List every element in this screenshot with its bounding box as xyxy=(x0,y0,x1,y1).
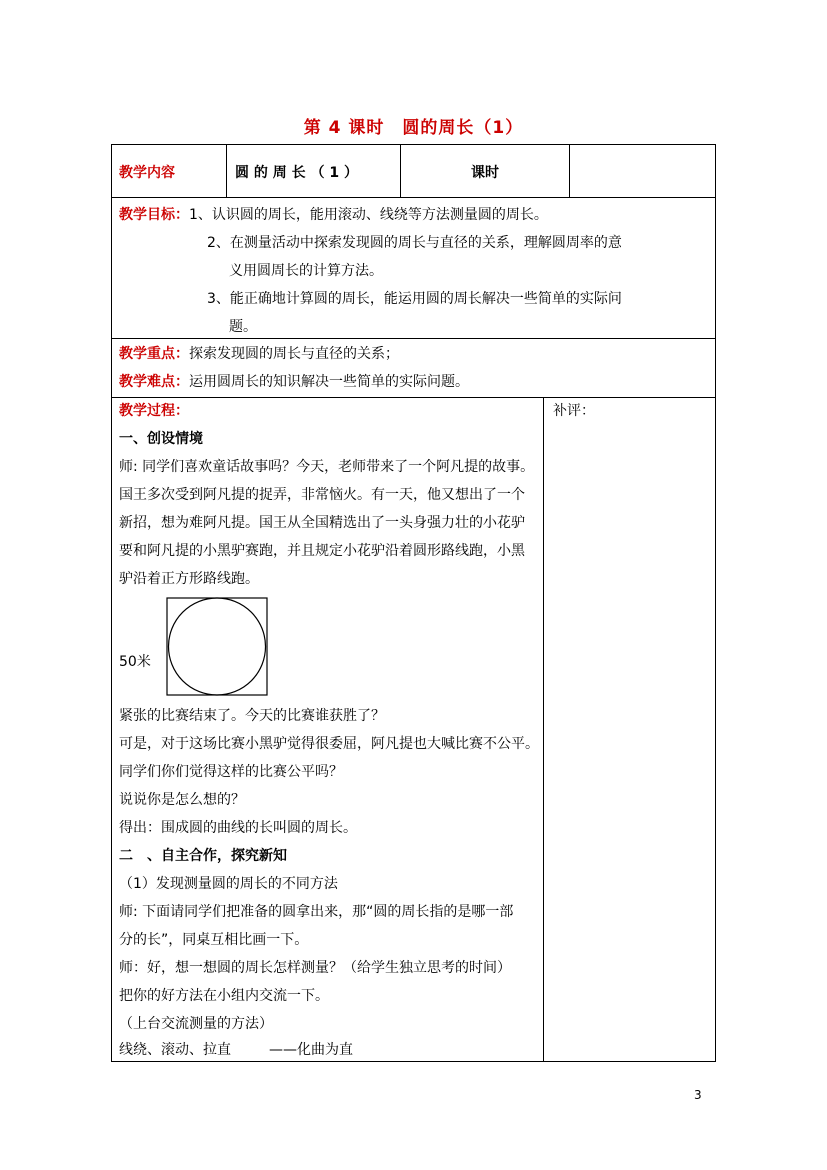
difficult-point-text: 运用圆周长的知识解决一些简单的实际问题。 xyxy=(189,374,469,390)
paragraph-line: 同学们你们觉得这样的比赛公平吗？ xyxy=(119,764,343,780)
content-value: 圆 的 周 长 （ 1 ） xyxy=(235,165,358,181)
difficult-point-label: 教学难点： xyxy=(119,374,189,390)
paragraph-line: （上台交流测量的方法） xyxy=(119,1016,273,1032)
col-divider xyxy=(226,145,227,197)
circle-in-square-figure xyxy=(166,597,269,697)
figure-label: 50米 xyxy=(119,654,151,670)
paragraph-line: 要和阿凡提的小黑驴赛跑，并且规定小花驴沿着圆形路线跑，小黑 xyxy=(119,543,525,559)
process-label: 教学过程： xyxy=(119,403,189,419)
paragraph-line: 说说你是怎么想的？ xyxy=(119,792,245,808)
row-divider xyxy=(112,397,715,398)
paragraph-line: 可是，对于这场比赛小黑驴觉得很委屈，阿凡提也大喊比赛不公平。 xyxy=(119,736,539,752)
section-2-heading: 二 、自主合作，探究新知 xyxy=(119,848,287,864)
content-label: 教学内容 xyxy=(119,165,175,181)
paragraph-line: 驴沿着正方形路线跑。 xyxy=(119,571,259,587)
title-main: 第 4 课时 xyxy=(303,118,385,138)
paragraph-line: （1）发现测量圆的周长的不同方法 xyxy=(119,876,338,892)
circle-track xyxy=(169,598,266,695)
objective-1 xyxy=(119,205,548,225)
objective-2b: 义用圆周长的计算方法。 xyxy=(229,263,383,279)
objective-2a: 2、在测量活动中探索发现圆的周长与直径的关系，理解圆周率的意 xyxy=(207,235,622,251)
paragraph-line: 线绕、滚动、拉直 xyxy=(119,1042,231,1058)
key-point-label: 教学重点： xyxy=(119,346,189,362)
objective-3a: 3、能正确地计算圆的周长，能运用圆的周长解决一些简单的实际问 xyxy=(207,291,622,307)
paragraph-line-conclusion: ——化曲为直 xyxy=(269,1042,353,1058)
paragraph-line: 把你的好方法在小组内交流一下。 xyxy=(119,988,329,1004)
paragraph-line: 师：好，想一想圆的周长怎样测量？（给学生独立思考的时间） xyxy=(119,960,511,976)
page-number: 3 xyxy=(694,1088,702,1102)
paragraph-line: 分的长”，同桌互相比画一下。 xyxy=(119,932,309,948)
lesson-plan-table xyxy=(111,144,716,1062)
paragraph-line: 师: 下面请同学们把准备的圆拿出来，那“圆的周长指的是哪一部 xyxy=(119,904,514,920)
objective-3b: 题。 xyxy=(229,319,257,335)
row-divider xyxy=(112,197,715,198)
paragraph-line: 紧张的比赛结束了。今天的比赛谁获胜了？ xyxy=(119,708,385,724)
lesson-title xyxy=(0,113,827,138)
difficult-point xyxy=(119,372,469,392)
key-point-text: 探索发现圆的周长与直径的关系； xyxy=(189,346,399,362)
period-label: 课时 xyxy=(471,165,499,181)
paragraph-line: 师: 同学们喜欢童话故事吗？今天，老师带来了一个阿凡提的故事。 xyxy=(119,459,535,475)
title-sub: 圆的周长（1） xyxy=(402,118,524,138)
section-1-heading: 一、创设情境 xyxy=(119,431,203,447)
col-divider xyxy=(543,397,544,1061)
row-divider xyxy=(112,338,715,339)
paragraph-line: 新招，想为难阿凡提。国王从全国精选出了一头身强力壮的小花驴 xyxy=(119,515,525,531)
key-point xyxy=(119,344,399,364)
objectives-label: 教学目标： xyxy=(119,207,189,223)
remark-label: 补评： xyxy=(553,403,595,419)
paragraph-line: 得出：围成圆的曲线的长叫圆的周长。 xyxy=(119,820,357,836)
col-divider xyxy=(569,145,570,197)
paragraph-line: 国王多次受到阿凡提的捉弄，非常恼火。有一天，他又想出了一个 xyxy=(119,487,525,503)
col-divider xyxy=(400,145,401,197)
objective-1-text: 1、认识圆的周长，能用滚动、线绕等方法测量圆的周长。 xyxy=(189,207,548,223)
